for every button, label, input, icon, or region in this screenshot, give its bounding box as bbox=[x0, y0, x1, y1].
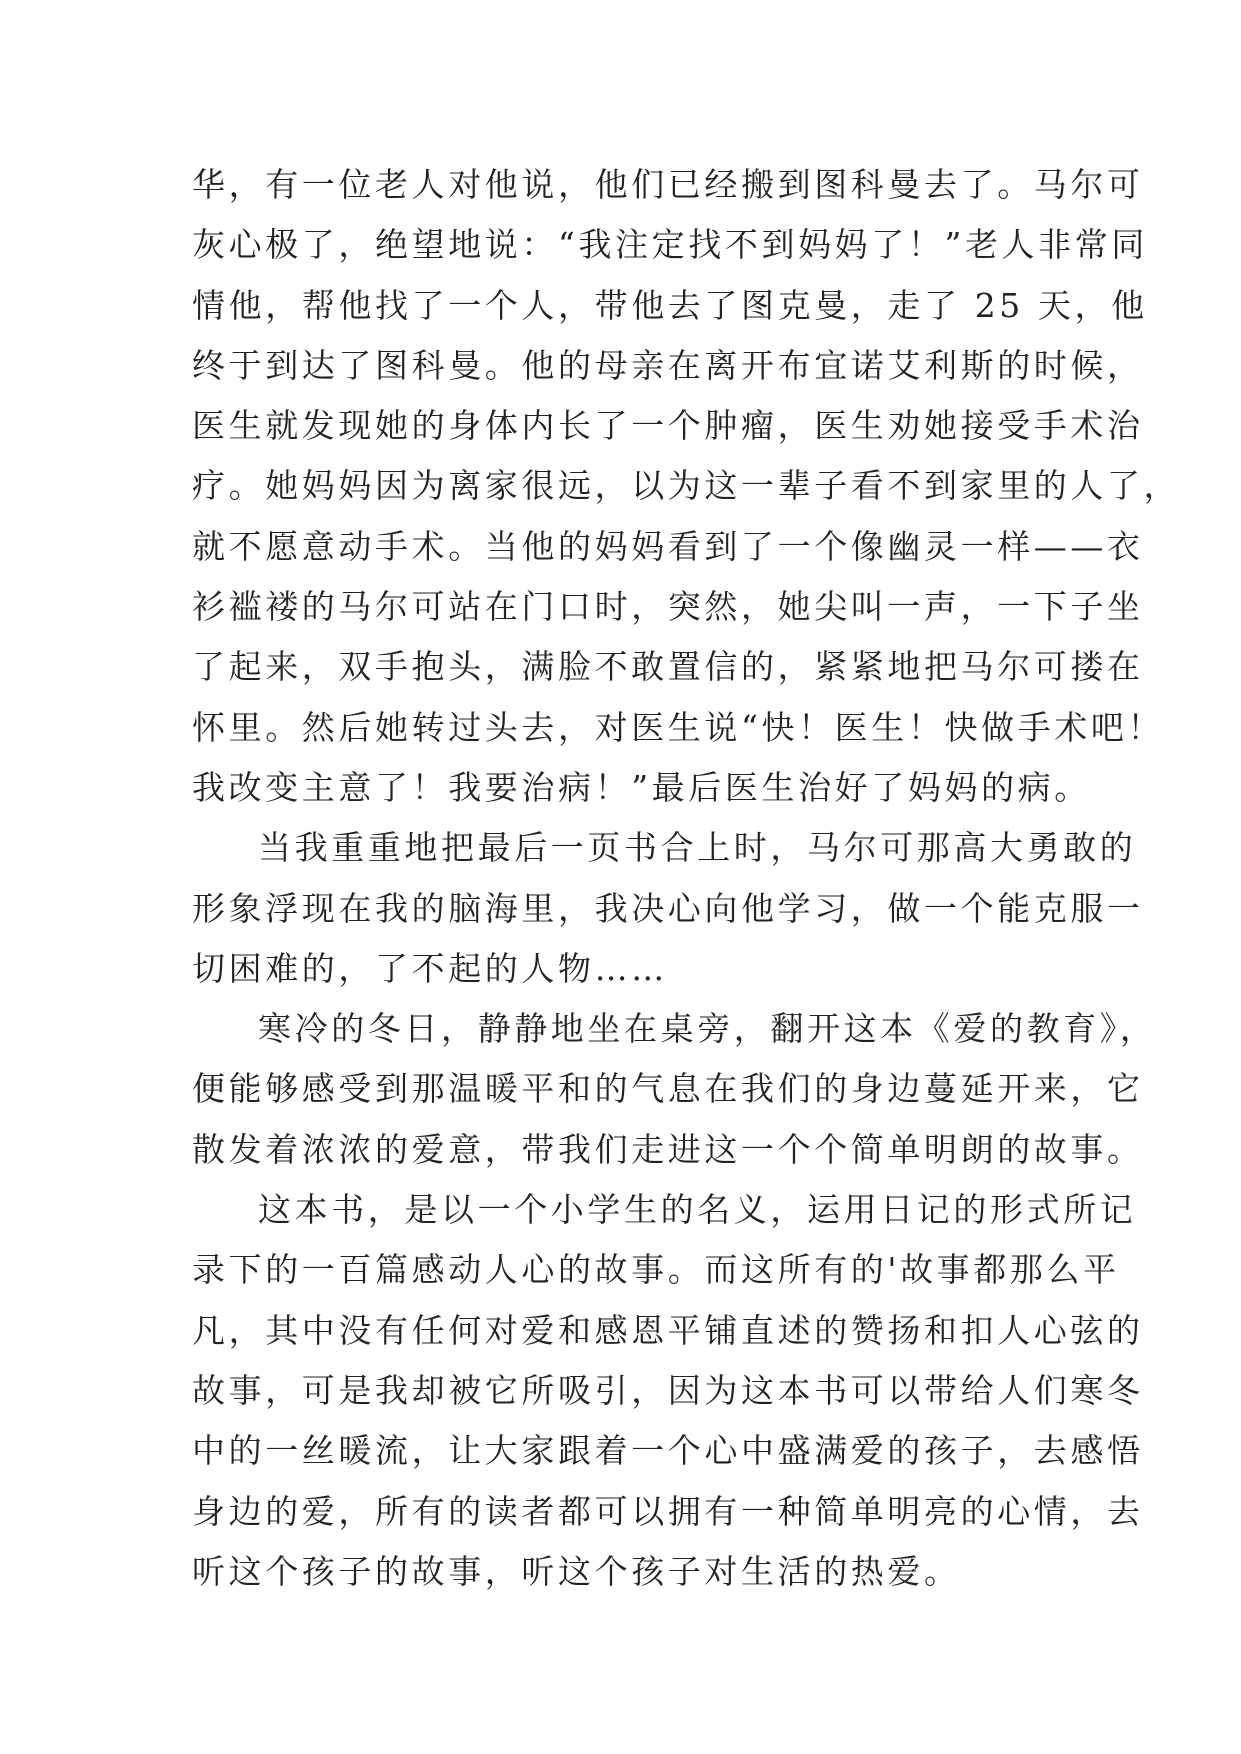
text-line: 怀里。然后她转过头去，对医生说“快！医生！快做手术吧！ bbox=[192, 707, 1165, 747]
text-line: 故事，可是我却被它所吸引，因为这本书可以带给人们寒冬 bbox=[192, 1370, 1144, 1410]
text-line: 切困难的，了不起的人物…… bbox=[192, 948, 668, 988]
paragraph-first-line: 这本书，是以一个小学生的名义，运用日记的形式所记 bbox=[258, 1190, 1137, 1230]
text-line: 散发着浓浓的爱意，带我们走进这一个个简单明朗的故事。 bbox=[192, 1129, 1144, 1169]
text-line: 疗。她妈妈因为离家很远，以为这一辈子看不到家里的人了， bbox=[192, 466, 1181, 506]
text-line: 终于到达了图科曼。他的母亲在离开布宜诺艾利斯的时候， bbox=[192, 345, 1144, 385]
text-line: 中的一丝暖流，让大家跟着一个心中盛满爱的孩子，去感悟 bbox=[192, 1431, 1144, 1471]
text-line: 听这个孩子的故事，听这个孩子对生活的热爱。 bbox=[192, 1551, 961, 1591]
text-line: 凡，其中没有任何对爱和感恩平铺直述的赞扬和扣人心弦的 bbox=[192, 1310, 1144, 1350]
text-line: 便能够感受到那温暖平和的气息在我们的身边蔓延开来，它 bbox=[192, 1069, 1144, 1109]
text-line: 形象浮现在我的脑海里，我决心向他学习，做一个能克服一 bbox=[192, 888, 1144, 928]
paragraph-first-line: 寒冷的冬日，静静地坐在桌旁，翻开这本《爱的教育》， bbox=[258, 1009, 1157, 1049]
text-line: 录下的一百篇感动人心的故事。而这所有的'故事都那么平 bbox=[192, 1250, 1120, 1290]
text-line: 就不愿意动手术。当他的妈妈看到了一个像幽灵一样——衣 bbox=[192, 526, 1144, 566]
text-line: 华，有一位老人对他说，他们已经搬到图科曼去了。马尔可 bbox=[192, 165, 1144, 204]
body-text bbox=[192, 155, 1181, 1602]
text-line: 了起来，双手抱头，满脸不敢置信的，紧紧地把马尔可搂在 bbox=[192, 647, 1144, 687]
text-line: 身边的爱，所有的读者都可以拥有一种简单明亮的心情，去 bbox=[192, 1491, 1144, 1531]
text-line: 灰心极了，绝望地说：“我注定找不到妈妈了！”老人非常同 bbox=[192, 225, 1148, 265]
text-line: 医生就发现她的身体内长了一个肿瘤，医生劝她接受手术治 bbox=[192, 406, 1144, 446]
text-line: 我改变主意了！我要治病！”最后医生治好了妈妈的病。 bbox=[192, 767, 1091, 807]
paragraph-first-line: 当我重重地把最后一页书合上时，马尔可那高大勇敢的 bbox=[258, 828, 1137, 868]
text-line: 衫褴褛的马尔可站在门口时，突然，她尖叫一声，一下子坐 bbox=[192, 587, 1144, 627]
text-line: 情他，帮他找了一个人，带他去了图克曼，走了 25 天，他 bbox=[192, 285, 1148, 325]
